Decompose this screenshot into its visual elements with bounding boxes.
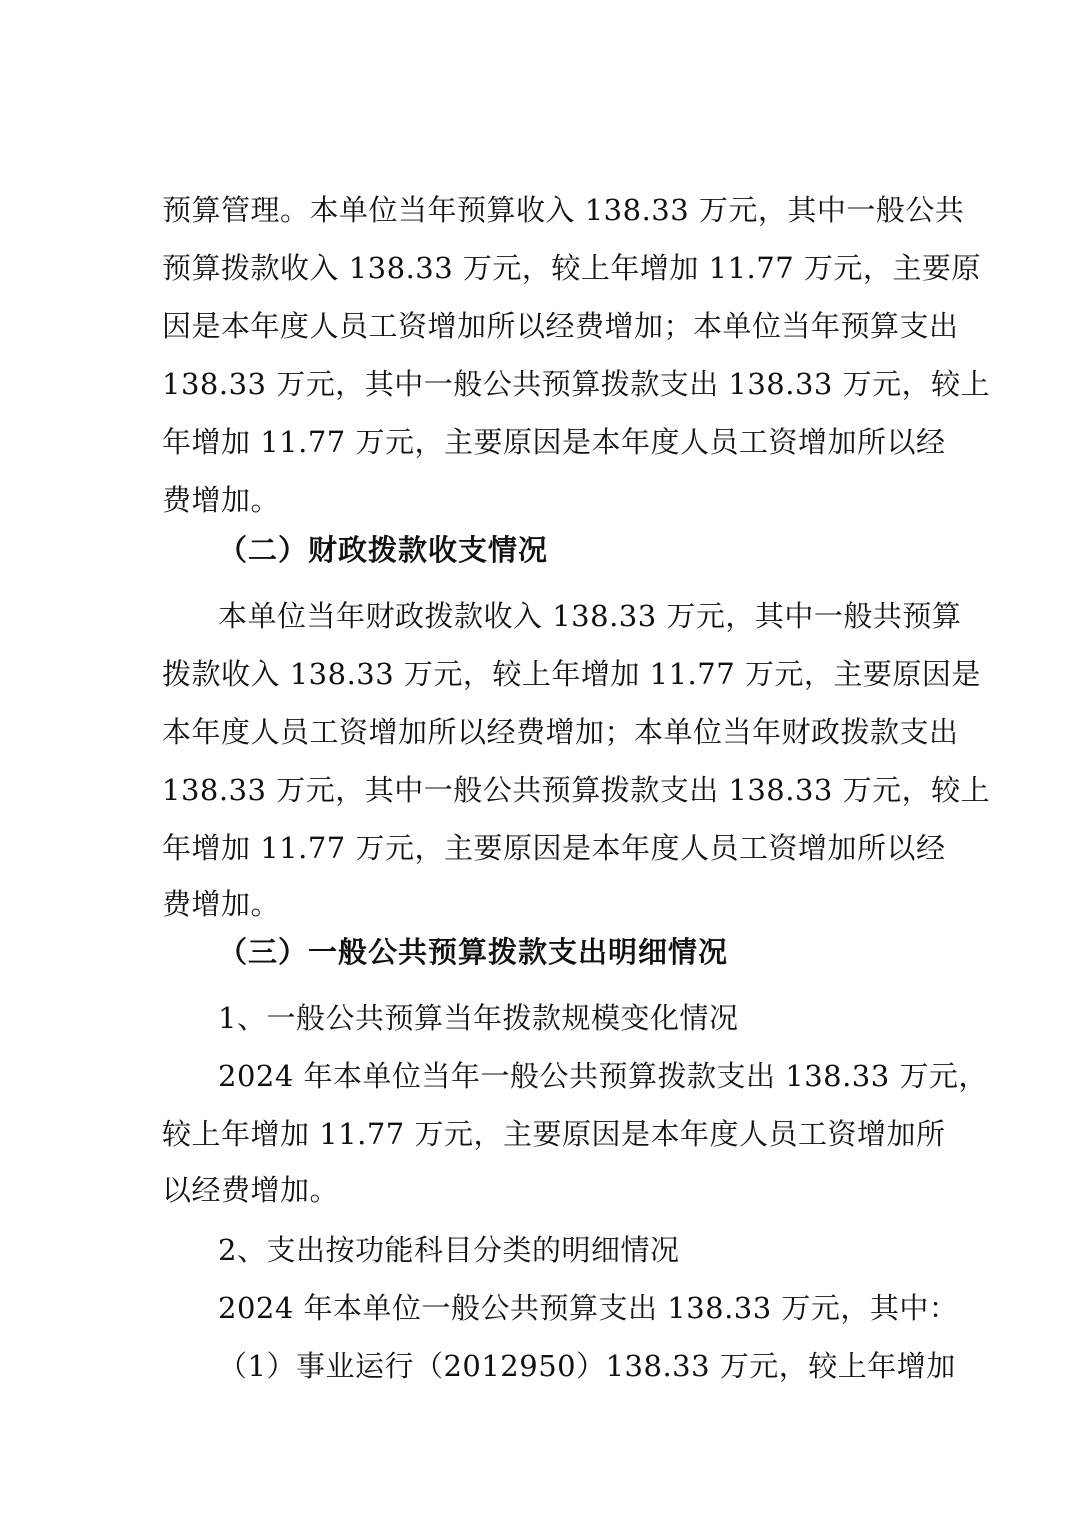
paragraph-2-line-6: 费增加。 [162, 887, 281, 921]
paragraph-1-line-2: 预算拨款收入 138.33 万元，较上年增加 11.77 万元，主要原 [162, 251, 981, 285]
section-heading-2: （二）财政拨款收支情况 [218, 533, 549, 567]
paragraph-3-line-2: 较上年增加 11.77 万元，主要原因是本年度人员工资增加所 [162, 1117, 946, 1151]
paragraph-4-line-2: （1）事业运行（2012950）138.33 万元，较上年增加 [218, 1349, 956, 1383]
subsection-title-2: 2、支出按功能科目分类的明细情况 [218, 1233, 680, 1267]
paragraph-1-line-6: 费增加。 [162, 483, 281, 517]
paragraph-2-line-5: 年增加 11.77 万元，主要原因是本年度人员工资增加所以经 [162, 831, 946, 865]
paragraph-1-line-3: 因是本年度人员工资增加所以经费增加；本单位当年预算支出 [162, 309, 959, 343]
paragraph-1-line-4: 138.33 万元，其中一般公共预算拨款支出 138.33 万元，较上 [162, 367, 991, 401]
paragraph-2-line-1: 本单位当年财政拨款收入 138.33 万元，其中一般共预算 [218, 599, 962, 633]
paragraph-2-line-2: 拨款收入 138.33 万元，较上年增加 11.77 万元，主要原因是 [162, 657, 981, 691]
paragraph-1-line-5: 年增加 11.77 万元，主要原因是本年度人员工资增加所以经 [162, 425, 946, 459]
subsection-title-1: 1、一般公共预算当年拨款规模变化情况 [218, 1001, 739, 1035]
paragraph-4-line-1: 2024 年本单位一般公共预算支出 138.33 万元，其中： [218, 1291, 959, 1325]
paragraph-1-line-1: 预算管理。本单位当年预算收入 138.33 万元，其中一般公共 [162, 193, 965, 227]
paragraph-3-line-1: 2024 年本单位当年一般公共预算拨款支出 138.33 万元， [218, 1059, 988, 1093]
paragraph-2-line-3: 本年度人员工资增加所以经费增加；本单位当年财政拨款支出 [162, 715, 959, 749]
paragraph-3-line-3: 以经费增加。 [162, 1173, 340, 1207]
section-heading-3: （三）一般公共预算拨款支出明细情况 [218, 935, 729, 969]
paragraph-2-line-4: 138.33 万元，其中一般公共预算拨款支出 138.33 万元，较上 [162, 773, 991, 807]
